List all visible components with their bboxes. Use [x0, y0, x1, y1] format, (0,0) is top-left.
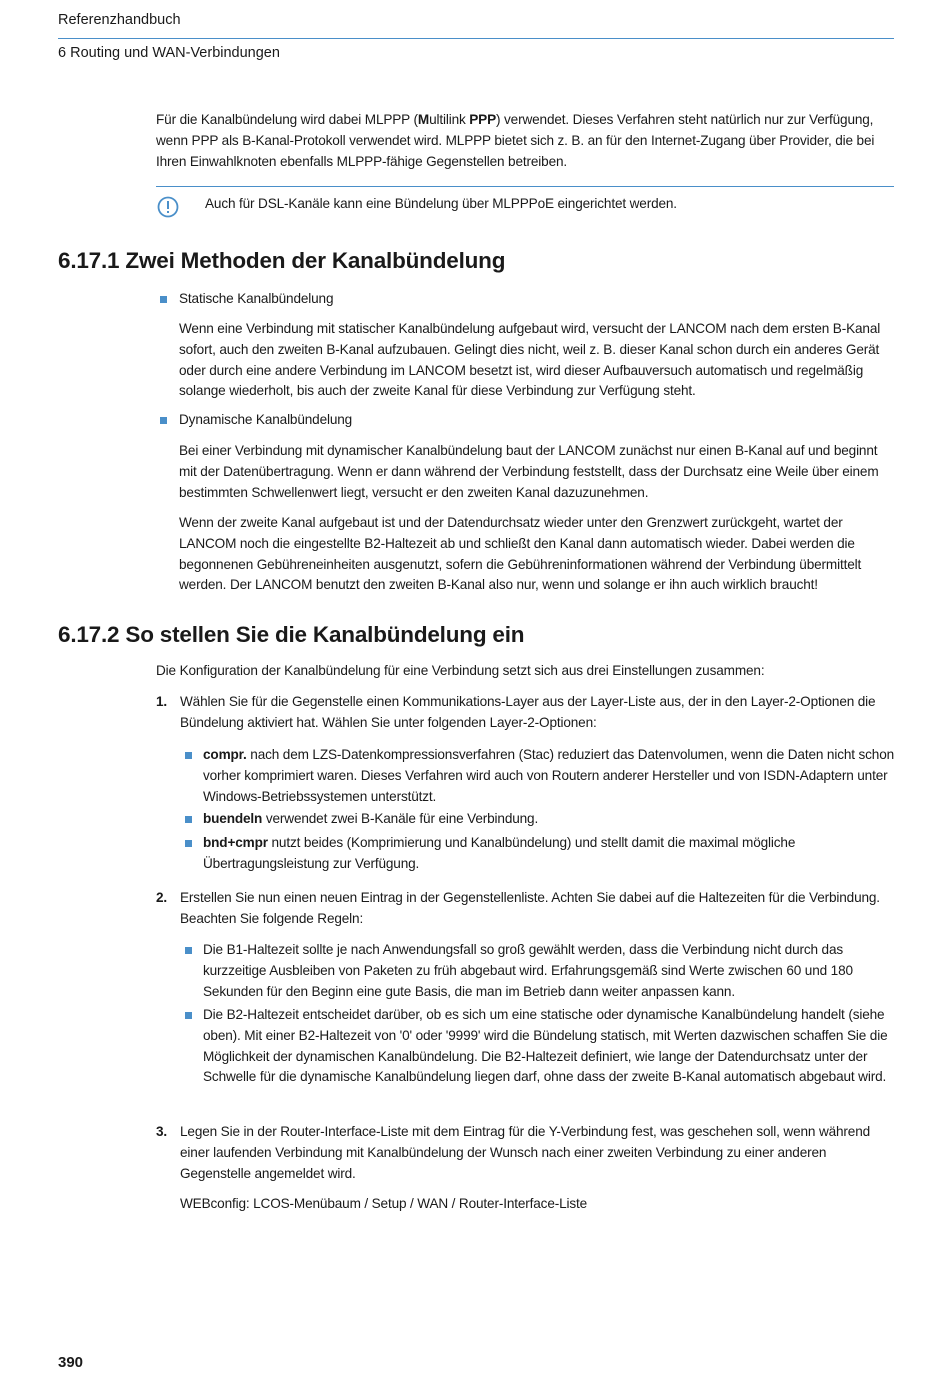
option-bnd-cmpr: [185, 833, 895, 877]
static-paragraph: Wenn eine Verbindung mit statischer Kanalbündelung aufgebaut wird, versucht der LANCOM nach dem ersten B-Kanal sofort, auch den zweiten B-Kanal aufzubauen. Gelingt dies nicht, weil z. B. dieser Kanal schon durch ein anderes Gerät oder durch eine andere Verbindung im LANCOM besetzt ist, wird dieser Aufbauversuch automatisch und regelmäßig solange wiederholt, bis auch der zweite Kanal für diese Verbindung zur Verfügung steht.: [179, 321, 881, 399]
intro-paragraph: Für die Kanalbündelung wird dabei MLPPP (Multilink PPP) verwendet. Dieses Verfahren steht natürlich nur zur Verfügung, wenn PPP als B-Kanal-Protokoll verwendet wird. MLPPP bietet sich z. B. an für den Internet-Zugang über Provider, die bei Ihren Einwahlknoten ebenfalls MLPPP-fähige Gegenstellen betreiben.: [156, 112, 875, 169]
step-3: [156, 1122, 896, 1186]
bullet-icon: [160, 417, 167, 424]
bullet-icon: [185, 816, 192, 823]
exclamation-circle-icon: [157, 196, 179, 218]
bullet-icon: [185, 1012, 192, 1019]
rule-text: Die B1-Haltezeit sollte je nach Anwendungsfall so groß gewählt werden, dass die Verbindung nicht durch das kurzzeitige Ausbleiben von Paketen zu früh abgebaut wird. Erfahrungsgemäß sind Werte zwischen 60 und 180 Sekunden für den Beginn eine gute Basis, die man im Betrieb dann weiter anpassen kann.: [203, 942, 853, 999]
chapter-title: 6 Routing und WAN-Verbindungen: [58, 45, 280, 61]
step-1: [156, 692, 896, 736]
option-buendeln: [185, 809, 895, 831]
bullet-icon: [185, 752, 192, 759]
step-text: Legen Sie in der Router-Interface-Liste mit dem Eintrag für die Y-Verbindung fest, was geschehen soll, wenn während einer laufenden Verbindung mit Kanalbündelung der Wunsch nach einer zweiten Verbindung zu einer anderen Gegenstelle angemeldet wird.: [180, 1124, 871, 1181]
section-heading-1: 6.17.1 Zwei Methoden der Kanalbündelung: [58, 248, 506, 273]
book-title: Referenzhandbuch: [58, 12, 181, 28]
option-compr: [185, 745, 895, 809]
step-number: 2.: [156, 890, 168, 905]
option-text: compr. nach dem LZS-Datenkompressionsverfahren (Stac) reduziert das Datenvolumen, wenn die Daten nicht schon vorher komprimiert waren. Dieses Verfahren wird auch von Routern anderer Hersteller und von ISDN-Adaptern unter Windows-Betriebssystemen unterstützt.: [203, 747, 895, 804]
dynamic-label: Dynamische Kanalbündelung: [179, 412, 353, 427]
rule-b2: [185, 1005, 895, 1109]
page-number: 390: [58, 1354, 84, 1371]
list-item-static: [160, 289, 896, 311]
rule-text: Die B2-Haltezeit entscheidet darüber, ob es sich um eine statische oder dynamische Kanalbündelung handelt (siehe oben). Mit einer B2-Haltezeit von '0' oder '9999' wird die Bündelung statisch, mit Werten dazwischen schaffen Sie die Möglichkeit der dynamischen Kanalbündelung. Die B2-Haltezeit definiert, wie lange der Datendurchsatz unter der Schwelle für die dynamische Kanalbündelung liegen darf, ohne dass der zweite B-Kanal automatisch abgebaut wird.: [203, 1007, 888, 1085]
note-rule: [156, 186, 894, 187]
dynamic-paragraph-1: Bei einer Verbindung mit dynamischer Kanalbündelung baut der LANCOM zunächst nur einen B-Kanal auf und beginnt mit der Datenübertragung. Wenn er dann während der Verbindung feststellt, dass der Durchsatz eine Weile über einem bestimmten Schwellenwert liegt, versucht er den zweiten Kanal dazuzunehmen.: [179, 443, 879, 500]
list-item-dynamic: [160, 410, 896, 432]
section2-intro: Die Konfiguration der Kanalbündelung für eine Verbindung setzt sich aus drei Einstellungen zusammen:: [156, 663, 765, 678]
step-2: [156, 888, 896, 932]
note-text: Auch für DSL-Kanäle kann eine Bündelung über MLPPPoE eingerichtet werden.: [205, 196, 677, 211]
option-text: bnd+cmpr nutzt beides (Komprimierung und Kanalbündelung) und stellt damit die maximal mögliche Übertragungsleistung zur Verfügung.: [203, 835, 796, 871]
webconfig-path: WEBconfig: LCOS-Menübaum / Setup / WAN / Router-Interface-Liste: [180, 1196, 588, 1211]
bullet-icon: [185, 840, 192, 847]
step-text: Erstellen Sie nun einen neuen Eintrag in der Gegenstellenliste. Achten Sie dabei auf die Haltezeiten für die Verbindung. Beachten Sie folgende Regeln:: [180, 890, 880, 926]
step-number: 1.: [156, 694, 168, 709]
rule-b1: [185, 940, 895, 1004]
bullet-icon: [185, 947, 192, 954]
step-text: Wählen Sie für die Gegenstelle einen Kommunikations-Layer aus der Layer-Liste aus, der in den Layer-2-Optionen die Bündelung aktiviert hat. Wählen Sie unter folgenden Layer-2-Optionen:: [180, 694, 876, 730]
step-number: 3.: [156, 1124, 168, 1139]
static-label: Statische Kanalbündelung: [179, 291, 334, 306]
header-rule: [58, 38, 894, 39]
option-text: buendeln verwendet zwei B-Kanäle für eine Verbindung.: [203, 811, 539, 826]
bullet-icon: [160, 296, 167, 303]
dynamic-paragraph-2: Wenn der zweite Kanal aufgebaut ist und der Datendurchsatz wieder unter den Grenzwert zurückgeht, wartet der LANCOM noch die eingestellte B2-Haltezeit ab und schließt den Kanal dann automatisch wieder. Dabei werden die begonnenen Gebühreneinheiten ausgenutzt, sofern die Gebühreninformationen während der Verbindung übermittelt werden. Der LANCOM benutzt den zweiten B-Kanal also nur, wenn und solange er ihn auch wirklich braucht!: [179, 515, 862, 593]
section-heading-2: 6.17.2 So stellen Sie die Kanalbündelung ein: [58, 622, 525, 647]
